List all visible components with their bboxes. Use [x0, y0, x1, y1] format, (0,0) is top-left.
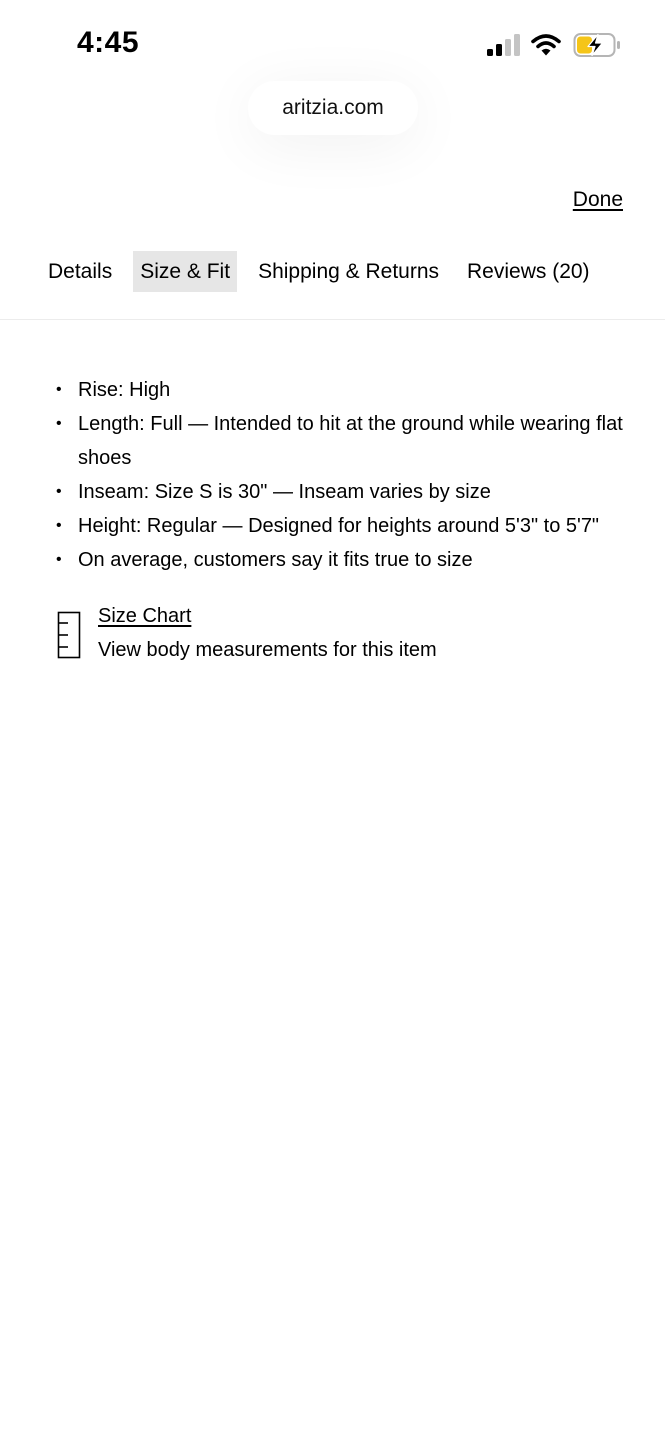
fit-detail-inseam: • Inseam: Size S is 30" — Inseam varies by size [56, 475, 636, 509]
size-chart-description: View body measurements for this item [98, 639, 437, 661]
fit-detail-height: • Height: Regular — Designed for heights around 5'3" to 5'7" [56, 509, 636, 543]
status-time: 4:45 [77, 26, 140, 59]
tab-reviews[interactable]: Reviews (20) [467, 259, 590, 283]
status-icons [486, 31, 621, 59]
tab-shipping-and-returns[interactable]: Shipping & Returns [258, 259, 440, 283]
url-text: aritzia.com [282, 96, 384, 119]
size-chart-text [98, 600, 437, 667]
size-chart-link[interactable]: Size Chart [98, 605, 192, 627]
tab-bar [41, 251, 597, 292]
cellular-signal-icon [486, 33, 520, 57]
battery-charging-icon [573, 32, 621, 58]
tab-size-and-fit[interactable]: Size & Fit [133, 251, 237, 292]
fit-details-list [56, 373, 636, 577]
ruler-icon [57, 611, 81, 659]
size-chart-section [57, 600, 437, 667]
wifi-icon [531, 33, 561, 57]
status-bar [0, 0, 665, 80]
tab-details[interactable]: Details [48, 259, 113, 283]
tab-divider [0, 319, 665, 320]
fit-detail-rise: • Rise: High [56, 373, 636, 407]
url-bar[interactable] [248, 81, 418, 135]
done-button[interactable]: Done [572, 188, 623, 211]
fit-detail-true-to-size: • On average, customers say it fits true to size [56, 543, 636, 577]
fit-detail-length: • Length: Full — Intended to hit at the ground while wearing flat shoes [56, 407, 636, 475]
